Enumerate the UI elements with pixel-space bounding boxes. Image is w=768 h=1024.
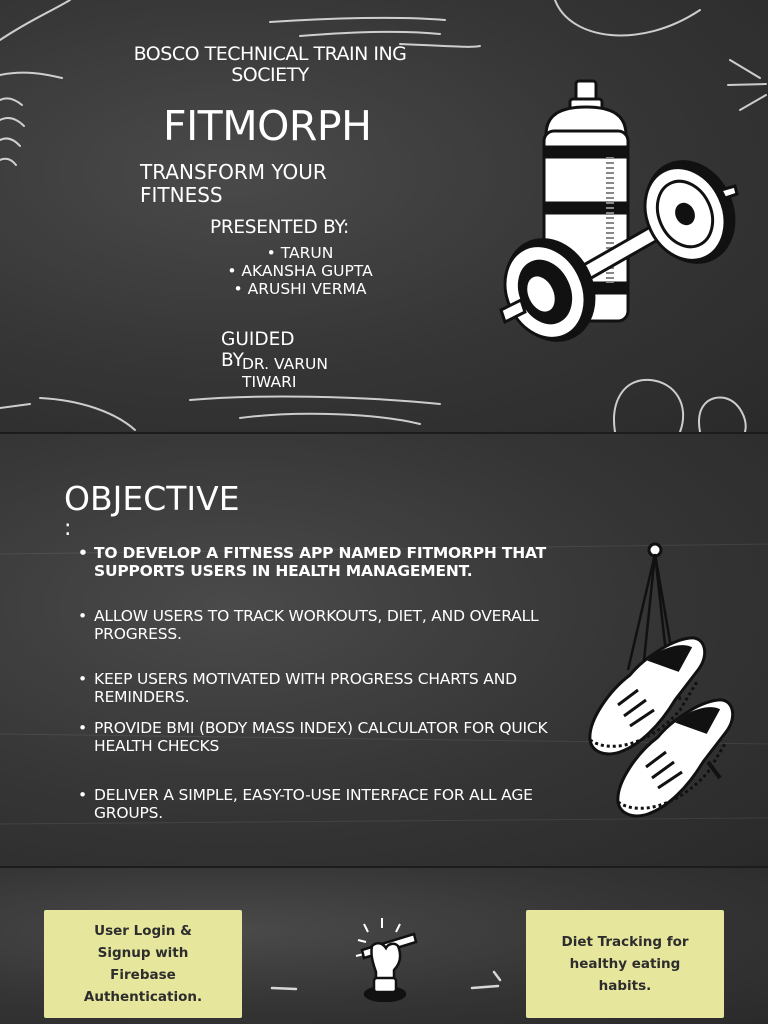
presenter-item: • ARUSHI VERMA	[220, 280, 380, 298]
presenter-item: • TARUN	[220, 244, 380, 262]
feature-card-login	[44, 910, 242, 1018]
objective-colon: :	[64, 516, 72, 541]
guided-by-label: GUIDED BY	[221, 329, 295, 371]
presenter-item: • AKANSHA GUPTA	[220, 262, 380, 280]
feature-card-text: Diet Tracking for healthy eating habits.	[561, 934, 689, 994]
objective-item: • ALLOW USERS TO TRACK WORKOUTS, DIET, AND OVERALL PROGRESS.	[78, 607, 604, 643]
sneakers-icon	[580, 540, 750, 825]
presented-by-label: PRESENTED BY:	[210, 217, 349, 238]
hand-pencil-icon	[352, 916, 420, 1002]
feature-card-text: User Login & Signup with Firebase Authentication.	[83, 923, 203, 1005]
dumbbell-icon	[495, 150, 745, 350]
title-slide	[0, 0, 768, 432]
objective-item: • PROVIDE BMI (BODY MASS INDEX) CALCULATOR FOR QUICK HEALTH CHECKS	[78, 719, 604, 755]
objective-item: • KEEP USERS MOTIVATED WITH PROGRESS CHARTS AND REMINDERS.	[78, 670, 604, 706]
guide-name: DR. VARUN TIWARI	[242, 355, 328, 391]
presenter-list	[220, 244, 380, 298]
app-title: FITMORPH	[163, 102, 372, 150]
feature-card-diet	[526, 910, 724, 1018]
objective-title: OBJECTIVE	[64, 479, 240, 518]
tagline: TRANSFORM YOUR FITNESS	[140, 160, 327, 207]
objective-item: • DELIVER A SIMPLE, EASY-TO-USE INTERFACE FOR ALL AGE GROUPS.	[78, 786, 604, 822]
society-name: BOSCO TECHNICAL TRAIN ING SOCIETY	[133, 43, 407, 86]
objective-item: • TO DEVELOP A FITNESS APP NAMED FITMORPH THAT SUPPORTS USERS IN HEALTH MANAGEMENT.	[78, 544, 604, 580]
